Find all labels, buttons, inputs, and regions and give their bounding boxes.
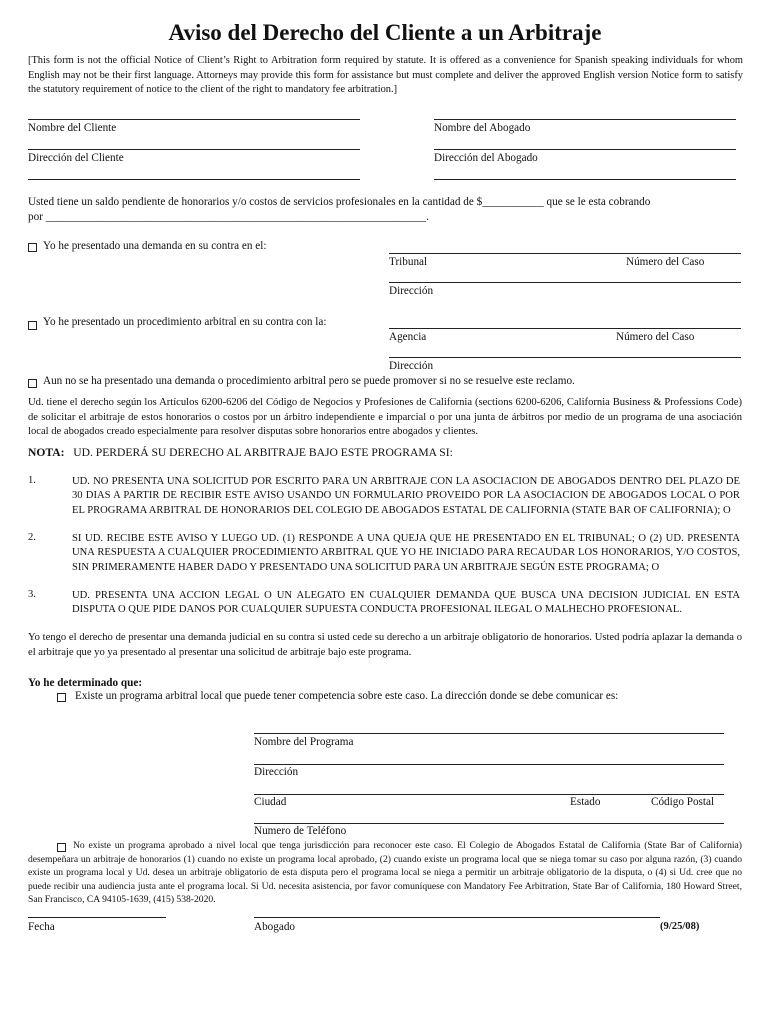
item-2-text: SI UD. RECIBE ESTE AVISO Y LUEGO UD. (1) RESPONDE A UNA QUEJA QUE HE PRESENTADO EN EL TRIBUNAL; O (2) UD. PRESENTA UNA RESPUESTA A CUALQUIER PROCEDIMIENTO ARBITRAL QUE YO HE INICIADO PARA RECAUDAR LOS HONORARIOS, Y/O COSTOS, SIN PRIMERAMENTE HABER DADO Y PRESENTADO UNA SOLICITUD PARA UN ARBITRAJE SEGÚN ESTE PROGRAMA; O — [72, 533, 740, 573]
lawsuit-checkbox[interactable] — [28, 243, 37, 252]
attorney-name-field[interactable] — [434, 119, 736, 120]
program-name-field[interactable] — [254, 733, 724, 734]
balance-text-start: Usted tiene un saldo pendiente de honorarios y/o costos de servicios profesionales en la cantidad de $ — [28, 196, 483, 208]
no-local-program-text: No existe un programa aprobado a nivel local que tenga jurisdicción para reconocer este caso. El Colegio de Abogados Estatal de California (State Bar of California) desempeñara un arbitraje de honorarios (1) cuando no existe un programa local aprobado, (2) cuando existe un programa local que se niega tomar su caso por alguna razón, (3) cuando existe un programa local y Ud. desea un arbitraje obligatorio de esta disputa pero el programa local se niega a permitir un arbitraje obligatorio de la disputa, o (4) si Ud. cree que no puede recibir una audiencia justa ante el programa local. Si Ud. necesita asistencia, por favor comuníquese con Mandatory Fee Arbitration, State Bar of California, 180 Howard Street, San Francisco, CA 94105-1639, (415) 538-2020. — [28, 840, 742, 906]
lawsuit-case-number-label: Número del Caso — [626, 256, 705, 268]
attorney-signature-field[interactable] — [254, 917, 660, 918]
nota-line — [28, 446, 453, 459]
item-2-number: 2. — [28, 532, 36, 543]
arbitration-checkbox[interactable] — [28, 321, 37, 330]
balance-por-blank[interactable]: ____________________________________________________________________. — [42, 211, 429, 223]
balance-text — [28, 196, 650, 208]
balance-text-end: que se le esta cobrando — [543, 196, 651, 208]
arbitration-label: Yo he presentado un procedimiento arbitral en su contra con la: — [43, 316, 327, 328]
lawsuit-address-field[interactable] — [389, 282, 741, 283]
tribunal-field[interactable] — [389, 253, 741, 254]
attorney-address-field-2[interactable] — [434, 179, 736, 180]
local-program-checkbox[interactable] — [57, 693, 66, 702]
nota-label: NOTA: — [28, 446, 65, 459]
client-address-field-2[interactable] — [28, 179, 360, 180]
balance-por-label: por — [28, 211, 43, 223]
form-title: Aviso del Derecho del Cliente a un Arbitraje — [168, 20, 602, 45]
local-program-text: Existe un programa arbitral local que puede tener competencia sobre este caso. La dirección donde se debe comunicar es: — [75, 690, 619, 702]
program-address-label: Dirección — [254, 766, 299, 778]
date-field[interactable] — [28, 917, 166, 918]
program-state-label: Estado — [570, 796, 601, 808]
balance-amount-blank[interactable]: ___________ — [482, 196, 544, 208]
lawsuit-label: Yo he presentado una demanda en su contra en el: — [43, 240, 267, 252]
arbitration-address-field[interactable] — [389, 357, 741, 358]
item-1-number: 1. — [28, 475, 36, 486]
client-address-label: Dirección del Cliente — [28, 152, 124, 164]
lawsuit-address-label: Dirección — [389, 285, 434, 297]
attorney-signature-label: Abogado — [254, 921, 296, 933]
rights-paragraph: Ud. tiene el derecho según los Artículos 6200-6206 del Código de Negocios y Profesiones de California (sections 6200-6206, California Business & Professions Code) de solicitar el arbitraje de estos honorarios o costos por un árbitro independiente e imparcial o por una junta de árbitros por medio de un programa de una asociación local de abogados creado especialmente para resolver disputas sobre honorarios entre abogados y clientes. — [28, 397, 742, 438]
balance-por-line — [28, 211, 429, 223]
right-to-sue-paragraph: Yo tengo el derecho de presentar una demanda judicial en su contra si usted cede su derecho a un arbitraje obligatorio de honorarios. Usted podría aplazar la demanda o el arbitraje que yo ya presentado al presentar una solicitud de arbitraje bajo este programa. — [28, 632, 742, 658]
agency-label: Agencia — [389, 331, 427, 343]
nota-text: UD. PERDERÁ SU DERECHO AL ARBITRAJE BAJO ESTE PROGRAMA SI: — [73, 446, 453, 459]
not-filed-text: Aun no se ha presentado una demanda o procedimiento arbitral pero se puede promover si no se resuelve este reclamo. — [43, 375, 575, 387]
program-city-label: Ciudad — [254, 796, 287, 808]
program-phone-label: Numero de Teléfono — [254, 825, 347, 837]
client-address-field[interactable] — [28, 149, 360, 150]
item-3-text: UD. PRESENTA UNA ACCION LEGAL O UN ALEGATO EN CUALQUIER DEMANDA QUE BUSCA UNA DECISION JUDICIAL EN ESTA DISPUTA O QUE PIDE DANOS POR CUALQUIER SUPUESTA CONDUCTA PROFESIONAL ILEGAL O MALHECHO PROFESIONAL. — [72, 590, 740, 616]
arbitration-address-label: Dirección — [389, 360, 434, 372]
program-postal-label: Código Postal — [651, 796, 715, 808]
client-name-label: Nombre del Cliente — [28, 122, 117, 134]
item-3-number: 3. — [28, 589, 36, 600]
attorney-address-field[interactable] — [434, 149, 736, 150]
program-name-label: Nombre del Programa — [254, 736, 354, 748]
client-name-field[interactable] — [28, 119, 360, 120]
item-1-text: UD. NO PRESENTA UNA SOLICITUD POR ESCRITO PARA UN ARBITRAJE CON LA ASOCIACION DE ABOGADOS DENTRO DEL PLAZO DE 30 DIAS A PARTIR DE RECIBIR ESTE AVISO USANDO UN FORMULARIO PROVEIDO POR LA ASOCIACION DE ABOGADOS LOCAL O POR EL PROGRAMA ARBITRAL DE HONORARIOS DEL COLEGIO DE ABOGADOS ESTATAL DE CALIFORNIA (STATE BAR OF CALIFORNIA); O — [72, 476, 740, 516]
date-label: Fecha — [28, 921, 55, 933]
tribunal-label: Tribunal — [389, 256, 428, 268]
agency-field[interactable] — [389, 328, 741, 329]
program-address-field[interactable] — [254, 764, 724, 765]
intro-disclaimer: [This form is not the official Notice of Client’s Right to Arbitration form required by statute. It is offered as a convenience for Spanish speaking individuals for whom English may not be their first language. Attorneys may provide this form for assistance but must complete and deliver the approved English version Notice form to satisfy the statutory requirement of notice to the client of the right to mandatory fee arbitration.] — [28, 55, 743, 95]
attorney-name-label: Nombre del Abogado — [434, 122, 531, 134]
version-date: (9/25/08) — [660, 921, 700, 932]
determined-heading: Yo he determinado que: — [28, 677, 143, 689]
not-filed-checkbox[interactable] — [28, 379, 37, 388]
attorney-address-label: Dirección del Abogado — [434, 152, 538, 164]
program-phone-field[interactable] — [254, 823, 724, 824]
arbitration-case-number-label: Número del Caso — [616, 331, 695, 343]
program-city-field[interactable] — [254, 794, 724, 795]
